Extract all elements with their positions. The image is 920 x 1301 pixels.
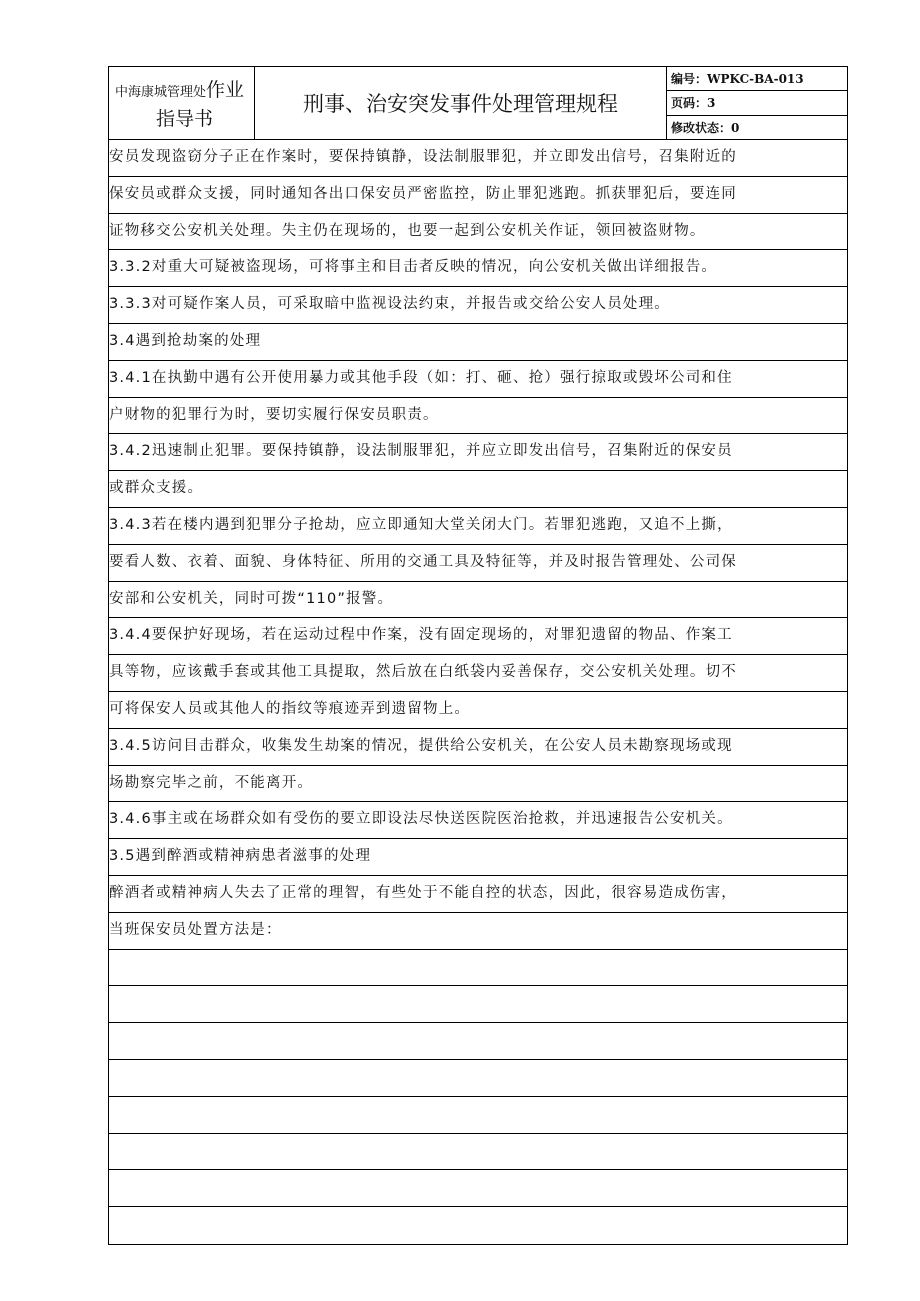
text-line	[109, 986, 847, 1023]
text-line	[109, 950, 847, 987]
text-line: 3.4.5访问目击群众，收集发生劫案的情况，提供给公安机关，在公安人员未勘察现场或现	[109, 729, 847, 766]
document-header	[108, 66, 848, 140]
text-line: 具等物，应该戴手套或其他工具提取，然后放在白纸袋内妥善保存，交公安机关处理。切不	[109, 655, 847, 692]
header-org-cell	[109, 67, 255, 139]
page-number: 页码：3	[667, 91, 847, 115]
text-line: 醉酒者或精神病人失去了正常的理智，有些处于不能自控的状态，因此，很容易造成伤害，	[109, 876, 847, 913]
text-line: 3.4.6事主或在场群众如有受伤的要立即设法尽快送医院医治抢救，并迅速报告公安机关。	[109, 802, 847, 839]
text-line: 3.3.3对可疑作案人员，可采取暗中监视设法约束，并报告或交给公安人员处理。	[109, 287, 847, 324]
doc-code: 编号：WPKC-BA-013	[667, 67, 847, 91]
doc-type-part1: 作业	[206, 79, 245, 101]
text-line: 3.3.2对重大可疑被盗现场，可将事主和目击者反映的情况，向公安机关做出详细报告。	[109, 250, 847, 287]
text-line: 3.4.3若在楼内遇到犯罪分子抢劫，应立即通知大堂关闭大门。若罪犯逃跑，又追不上撕，	[109, 508, 847, 545]
document-body	[108, 140, 848, 1245]
text-line: 要看人数、衣着、面貌、身体特征、所用的交通工具及特征等，并及时报告管理处、公司保	[109, 545, 847, 582]
text-line	[109, 1134, 847, 1171]
text-line	[109, 1060, 847, 1097]
org-name: 中海康城管理处	[115, 85, 207, 100]
document-title: 刑事、治安突发事件处理管理规程	[255, 67, 667, 139]
text-line: 证物移交公安机关处理。失主仍在现场的，也要一起到公安机关作证，领回被盗财物。	[109, 214, 847, 251]
text-line: 保安员或群众支援，同时通知各出口保安员严密监控，防止罪犯逃跑。抓获罪犯后，要连同	[109, 177, 847, 214]
text-line: 户财物的犯罪行为时，要切实履行保安员职责。	[109, 398, 847, 435]
revision-status: 修改状态：0	[671, 120, 740, 135]
text-line: 3.4.4要保护好现场，若在运动过程中作案，没有固定现场的，对罪犯遗留的物品、作案工	[109, 618, 847, 655]
text-line: 3.4遇到抢劫案的处理	[109, 324, 847, 361]
text-line	[109, 1097, 847, 1134]
text-line: 安部和公安机关，同时可拨“110”报警。	[109, 582, 847, 619]
text-line	[109, 1023, 847, 1060]
document-page	[108, 66, 848, 1245]
text-line: 当班保安员处置方法是：	[109, 913, 847, 950]
text-line: 或群众支援。	[109, 471, 847, 508]
text-line	[109, 1207, 847, 1244]
text-line	[109, 1170, 847, 1207]
text-line: 安员发现盗窃分子正在作案时，要保持镇静，设法制服罪犯，并立即发出信号，召集附近的	[109, 140, 847, 177]
text-line: 3.4.2迅速制止犯罪。要保持镇静，设法制服罪犯，并应立即发出信号，召集附近的保安员	[109, 434, 847, 471]
text-line: 可将保安人员或其他人的指纹等痕迹弄到遗留物上。	[109, 692, 847, 729]
header-meta	[667, 67, 847, 139]
org-line	[115, 75, 254, 102]
doc-type-part2: 指导书	[155, 108, 213, 130]
text-line: 3.4.1在执勤中遇有公开使用暴力或其他手段（如：打、砸、抢）强行掠取或毁坏公司和住	[109, 361, 847, 398]
text-line: 3.5遇到醉酒或精神病患者滋事的处理	[109, 839, 847, 876]
text-line: 场勘察完毕之前，不能离开。	[109, 766, 847, 803]
